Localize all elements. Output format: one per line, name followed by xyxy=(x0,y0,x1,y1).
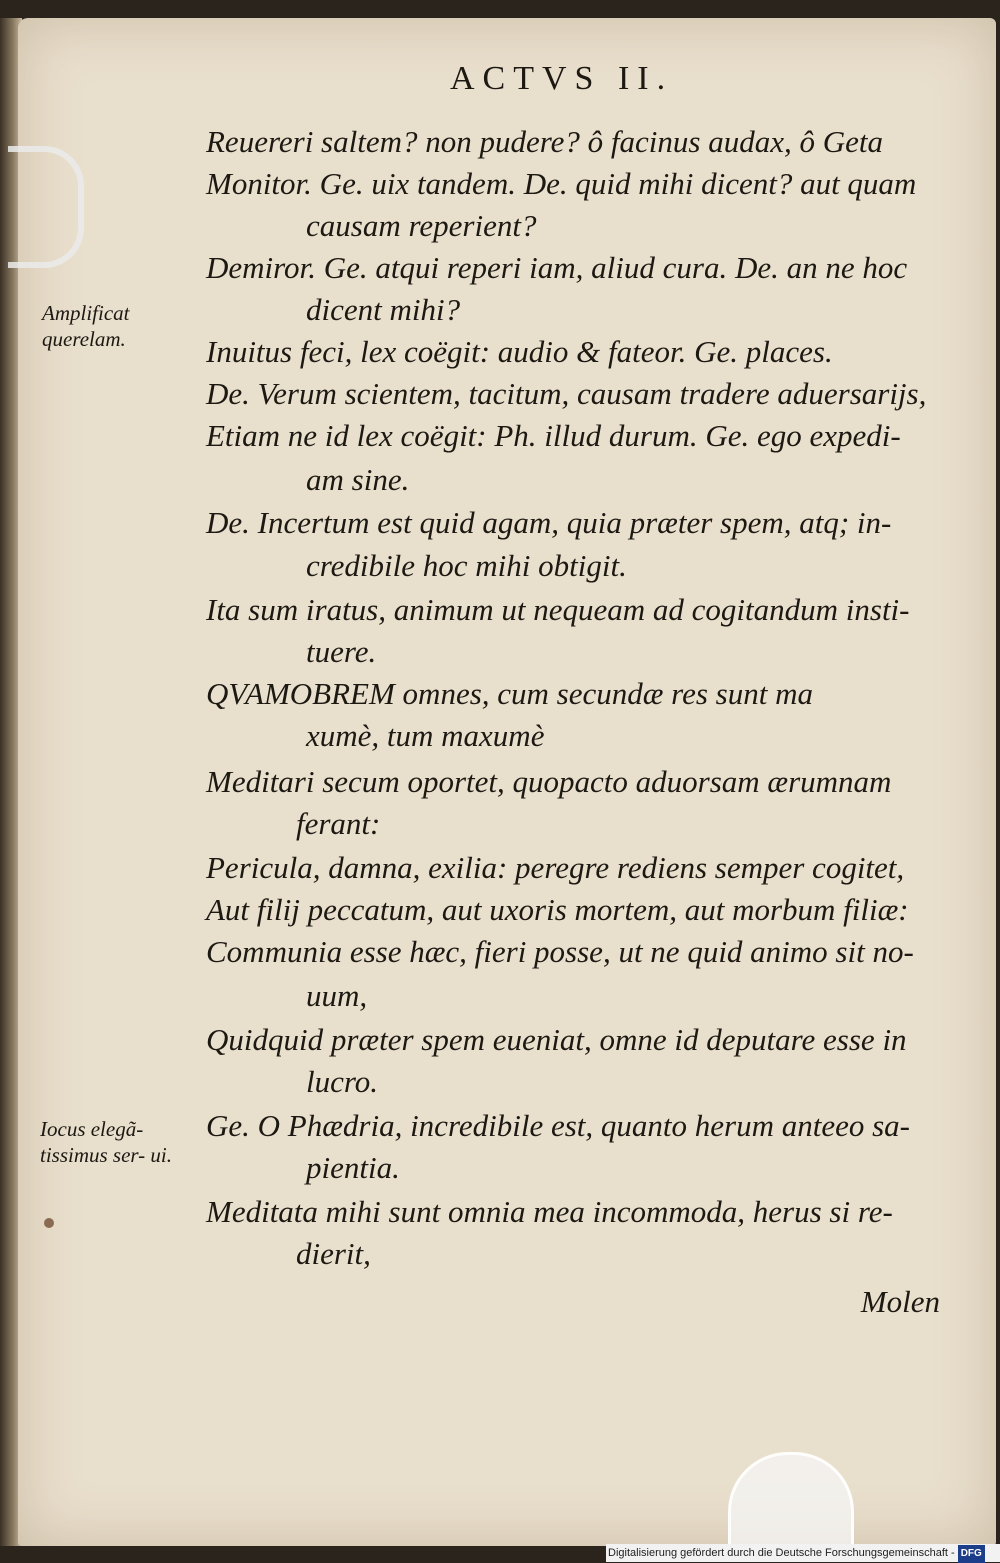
text-line: lucro. xyxy=(306,1064,379,1099)
text-line: dierit, xyxy=(296,1236,371,1271)
text-line: Ge. O Phædria, incredibile est, quanto herum anteeo sa- xyxy=(206,1108,910,1143)
text-line: Reuereri saltem? non pudere? ô facinus audax, ô Geta xyxy=(206,124,883,159)
text-line: dicent mihi? xyxy=(306,292,461,327)
text-line: am sine. xyxy=(306,462,410,497)
text-line: Monitor. Ge. uix tandem. De. quid mihi dicent? aut quam xyxy=(206,166,917,201)
text-line: Meditari secum oportet, quopacto aduorsam ærumnam xyxy=(206,764,892,799)
text-line: Quidquid præter spem eueniat, omne id deputare esse in xyxy=(206,1022,907,1057)
footer-text: Digitalisierung gefördert durch die Deutsche Forschungsgemeinschaft - xyxy=(608,1547,955,1559)
margin-note-iocus: Iocus elegã- tissimus ser- ui. xyxy=(40,1117,173,1167)
text-line: Inuitus feci, lex coëgit: audio & fateor. Ge. places. xyxy=(206,334,833,369)
catchword: Molen xyxy=(860,1284,940,1319)
digitization-footer xyxy=(606,1544,1000,1562)
binding-clip xyxy=(8,146,84,268)
text-line: causam reperient? xyxy=(306,208,537,243)
margin-note-amplificat: Amplificat querelam. xyxy=(42,301,130,351)
text-line: Ita sum iratus, animum ut nequeam ad cogitandum insti- xyxy=(206,592,910,627)
text-line: xumè, tum maxumè xyxy=(306,718,545,753)
text-line: De. Verum scientem, tacitum, causam tradere aduersarijs, xyxy=(206,376,927,411)
dfg-logo-icon: DFG xyxy=(958,1545,985,1563)
text-line: QVAMOBREM omnes, cum secundæ res sunt ma xyxy=(206,676,813,711)
text-line: Aut filij peccatum, aut uxoris mortem, aut morbum filiæ: xyxy=(206,892,909,927)
text-line: De. Incertum est quid agam, quia præter spem, atq; in- xyxy=(206,505,892,540)
text-line: Demiror. Ge. atqui reperi iam, aliud cura. De. an ne hoc xyxy=(206,250,908,285)
running-header: ACTVS II. xyxy=(450,60,674,97)
text-line: tuere. xyxy=(306,634,377,669)
text-line: Communia esse hæc, fieri posse, ut ne quid animo sit no- xyxy=(206,934,914,969)
text-line: Etiam ne id lex coëgit: Ph. illud durum. Ge. ego expedi- xyxy=(206,418,901,453)
ink-spot xyxy=(44,1218,54,1228)
text-line: ferant: xyxy=(296,806,381,841)
text-line: pientia. xyxy=(306,1150,400,1185)
text-line: Meditata mihi sunt omnia mea incommoda, herus si re- xyxy=(206,1194,893,1229)
text-line: credibile hoc mihi obtigit. xyxy=(306,548,627,583)
bottom-clip xyxy=(728,1452,854,1555)
text-line: uum, xyxy=(306,978,368,1013)
text-line: Pericula, damna, exilia: peregre rediens semper cogitet, xyxy=(206,850,905,885)
